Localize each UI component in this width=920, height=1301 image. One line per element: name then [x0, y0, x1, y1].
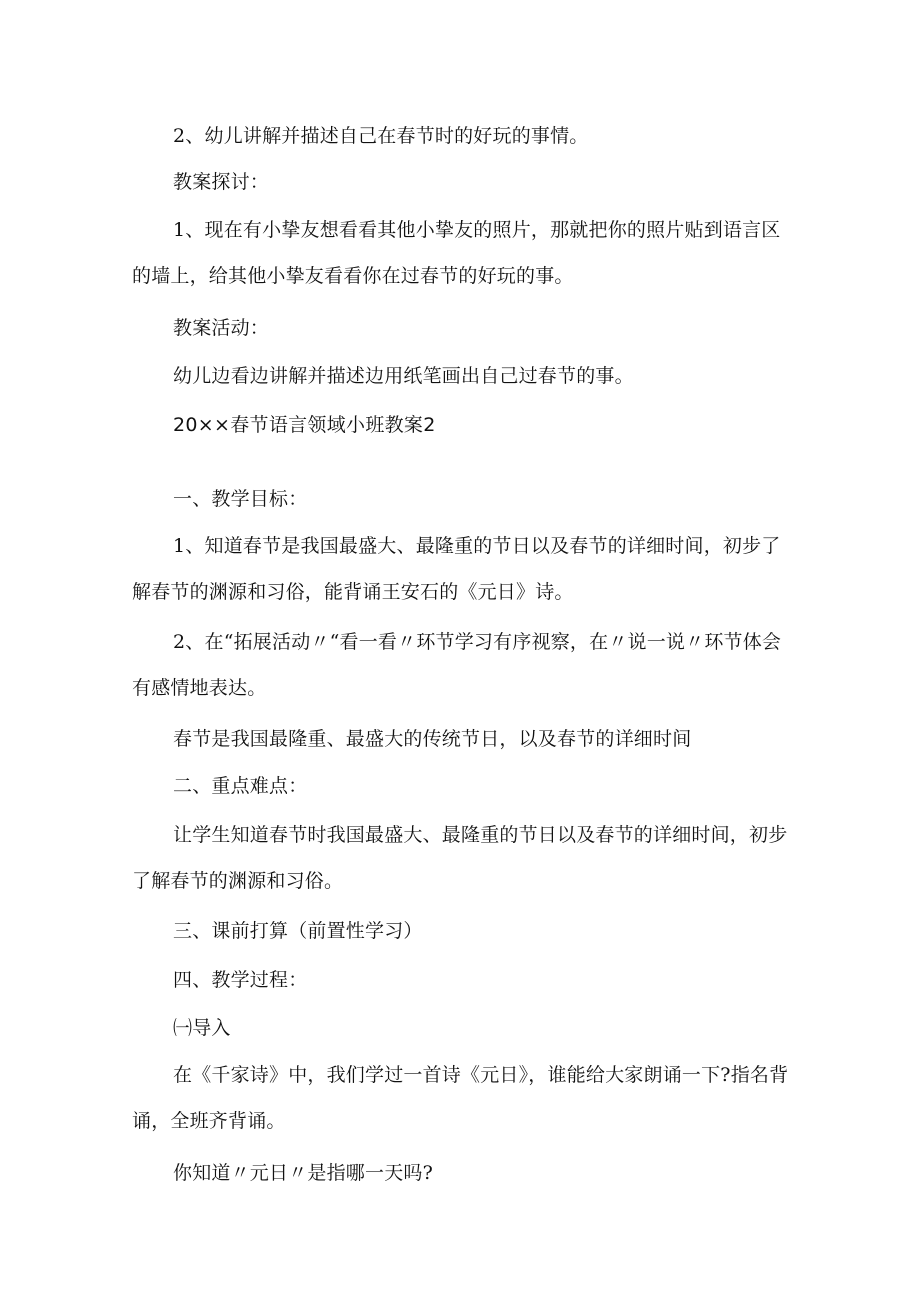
paragraph-goal-2: 2、在“拓展活动〃“看一看〃环节学习有序视察，在〃说一说〃环节体会有感情地表达。 [132, 631, 782, 699]
paragraph-activity-description: 幼儿边看边讲解并描述边用纸笔画出自己过春节的事。 [173, 365, 634, 387]
section-title: 20××春节语言领域小班教案2 [173, 414, 436, 436]
heading-teaching-process: 四、教学过程： [173, 969, 308, 991]
paragraph-difficulties: 让学生知道春节时我国最盛大、最隆重的节日以及春节的详细时间，初步了解春节的渊源和习俗。 [132, 824, 788, 892]
paragraph-discussion-heading: 教案探讨： [173, 171, 270, 193]
heading-introduction: ㈠导入 [173, 1017, 231, 1039]
paragraph-goal-1: 1、知道春节是我国最盛大、最隆重的节日以及春节的详细时间，初步了解春节的渊源和习俗，能背诵王安石的《元日》诗。 [132, 535, 781, 603]
paragraph-introduction: 在《千家诗》中，我们学过一首诗《元日》，谁能给大家朗诵一下?指名背诵，全班齐背诵。 [132, 1064, 789, 1132]
heading-key-difficulties: 二、重点难点： [173, 775, 308, 797]
paragraph-activity-step-2: 2、幼儿讲解并描述自己在春节时的好玩的事情。 [173, 125, 589, 147]
paragraph-question: 你知道〃元日〃是指哪一天吗? [173, 1162, 433, 1184]
heading-teaching-goals: 一、教学目标： [173, 488, 308, 510]
paragraph-discussion-step-1: 1、现在有小挚友想看看其他小挚友的照片，那就把你的照片贴到语言区的墙上，给其他小挚友看看你在过春节的好玩的事。 [132, 219, 781, 287]
heading-preparation: 三、课前打算（前置性学习） [173, 920, 423, 942]
paragraph-activity-heading: 教案活动： [173, 317, 270, 339]
paragraph-key-point: 春节是我国最隆重、最盛大的传统节日，以及春节的详细时间 [173, 728, 692, 750]
